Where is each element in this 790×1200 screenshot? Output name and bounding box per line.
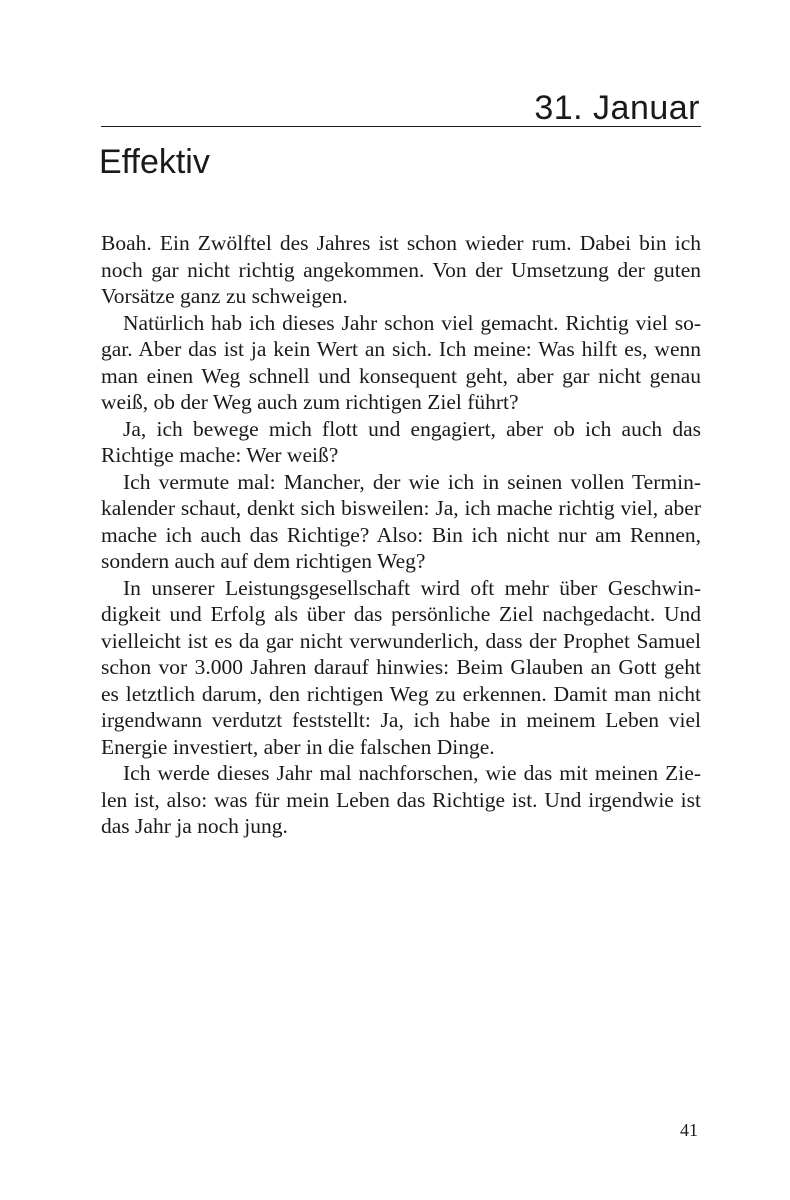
- page-number: 41: [680, 1120, 698, 1140]
- paragraph: In unserer Leistungsgesellschaft wird oft mehr über Geschwindigkeit und Erfolg als über das persönliche Ziel nachgedacht. Und vielleicht ist es da gar nicht verwunderlich, dass der Prophet Samuel schon vor 3.000 Jahren darauf hinwies: Beim Glauben an Gott geht es letztlich darum, den richtigen Weg zu erkennen. Damit man nicht irgendwann verdutzt feststellt: Ja, ich habe in meinem Leben viel Energie investiert, aber in die falschen Dinge.: [101, 575, 701, 759]
- paragraph: Ich werde dieses Jahr mal nachforschen, wie das mit meinen Zielen ist, also: was für mein Leben das Richtige ist. Und irgendwie ist das Jahr ja noch jung.: [101, 761, 701, 838]
- body-text: [101, 230, 701, 840]
- paragraph: Boah. Ein Zwölftel des Jahres ist schon wieder rum. Dabei bin ich noch gar nicht richtig angekommen. Von der Umsetzung der guten Vorsätze ganz zu schweigen.: [101, 231, 701, 308]
- page-date: 31. Januar: [534, 89, 700, 127]
- page-title: Effektiv: [99, 143, 210, 181]
- paragraph: Ich vermute mal: Mancher, der wie ich in seinen vollen Terminkalender schaut, denkt sich bisweilen: Ja, ich mache richtig viel, aber mache ich auch das Richtige? Also: Bin ich nicht nur am Rennen, sondern auch auf dem richtigen Weg?: [101, 469, 701, 573]
- header-rule: [101, 126, 701, 127]
- paragraph: Natürlich hab ich dieses Jahr schon viel gemacht. Richtig viel sogar. Aber das ist ja kein Wert an sich. Ich meine: Was hilft es, wenn man einen Weg schnell und konsequent geht, aber gar nicht genau weiß, ob der Weg auch zum richtigen Ziel führt?: [101, 310, 701, 414]
- paragraph: Ja, ich bewege mich flott und engagiert, aber ob ich auch das Richtige mache: Wer weiß?: [101, 416, 701, 467]
